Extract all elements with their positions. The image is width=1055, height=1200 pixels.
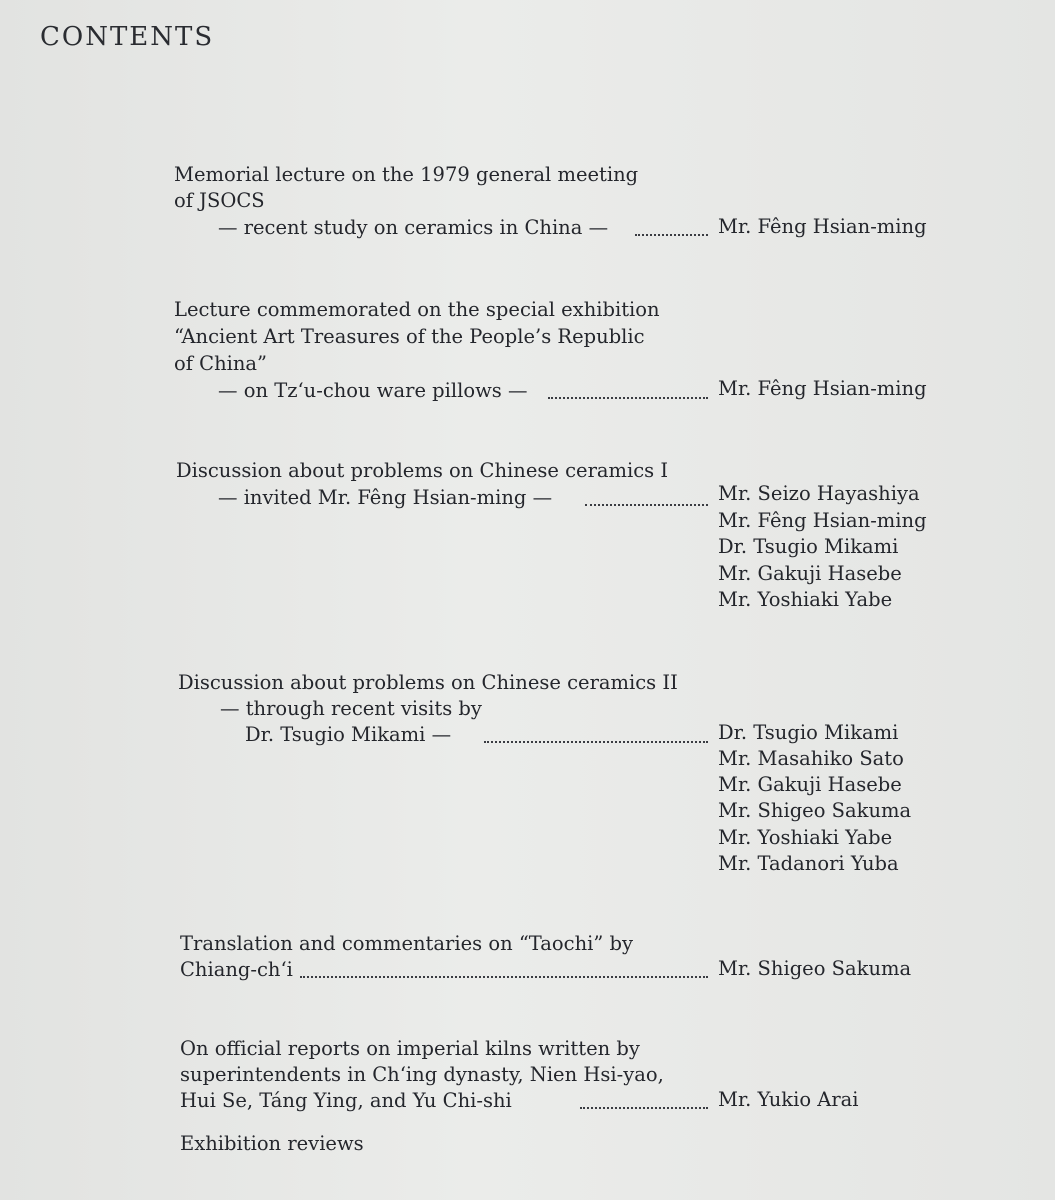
entry-title-line: Hui Se, Táng Ying, and Yu Chi-shi	[180, 1089, 512, 1112]
page-title: CONTENTS	[40, 22, 215, 52]
entry-title-line: Discussion about problems on Chinese ceramics II	[178, 671, 678, 694]
author-name: Mr. Yoshiaki Yabe	[718, 588, 893, 611]
author-name: Mr. Yoshiaki Yabe	[718, 826, 893, 849]
dot-leader	[635, 215, 708, 241]
author-name: Mr. Fêng Hsian-ming	[718, 509, 927, 532]
entry-title-line: “Ancient Art Treasures of the People’s Republic	[174, 325, 645, 348]
author-name: Dr. Tsugio Mikami	[718, 721, 899, 744]
author-name: Mr. Gakuji Hasebe	[718, 773, 902, 796]
entry-title-line: Exhibition reviews	[180, 1132, 364, 1155]
entry-title-line: Memorial lecture on the 1979 general meeting	[174, 163, 639, 186]
entry-title-line: On official reports on imperial kilns written by	[180, 1037, 640, 1060]
author-name: Mr. Fêng Hsian-ming	[718, 377, 927, 400]
dot-leader	[580, 1088, 708, 1114]
entry-subtitle: — on Tz‘u-chou ware pillows —	[218, 379, 528, 402]
entry-title-line: Translation and commentaries on “Taochi” by	[180, 932, 634, 955]
author-name: Mr. Shigeo Sakuma	[718, 957, 912, 980]
author-name: Mr. Shigeo Sakuma	[718, 799, 912, 822]
dot-leader	[300, 957, 708, 983]
author-name: Mr. Yukio Arai	[718, 1088, 859, 1111]
dot-leader	[548, 378, 708, 404]
entry-title-line: Chiang-ch‘i	[180, 958, 293, 981]
entry-title-line: of China”	[174, 352, 268, 375]
entry-title-line: of JSOCS	[174, 189, 265, 212]
entry-title-line: superintendents in Ch‘ing dynasty, Nien Hsi-yao,	[180, 1063, 664, 1086]
entry-title-line: Discussion about problems on Chinese ceramics I	[176, 459, 669, 482]
author-name: Mr. Gakuji Hasebe	[718, 562, 902, 585]
entry-subtitle: — invited Mr. Fêng Hsian-ming —	[218, 486, 553, 509]
dot-leader	[484, 722, 708, 748]
author-name: Mr. Seizo Hayashiya	[718, 482, 920, 505]
dot-leader	[585, 485, 708, 511]
author-name: Mr. Tadanori Yuba	[718, 852, 899, 875]
entry-subtitle: — through recent visits by	[220, 697, 482, 720]
entry-title-line: Lecture commemorated on the special exhibition	[174, 298, 660, 321]
author-name: Dr. Tsugio Mikami	[718, 535, 899, 558]
author-name: Mr. Masahiko Sato	[718, 747, 904, 770]
entry-subtitle: Dr. Tsugio Mikami —	[245, 723, 452, 746]
entry-subtitle: — recent study on ceramics in China —	[218, 216, 609, 239]
author-name: Mr. Fêng Hsian-ming	[718, 215, 927, 238]
